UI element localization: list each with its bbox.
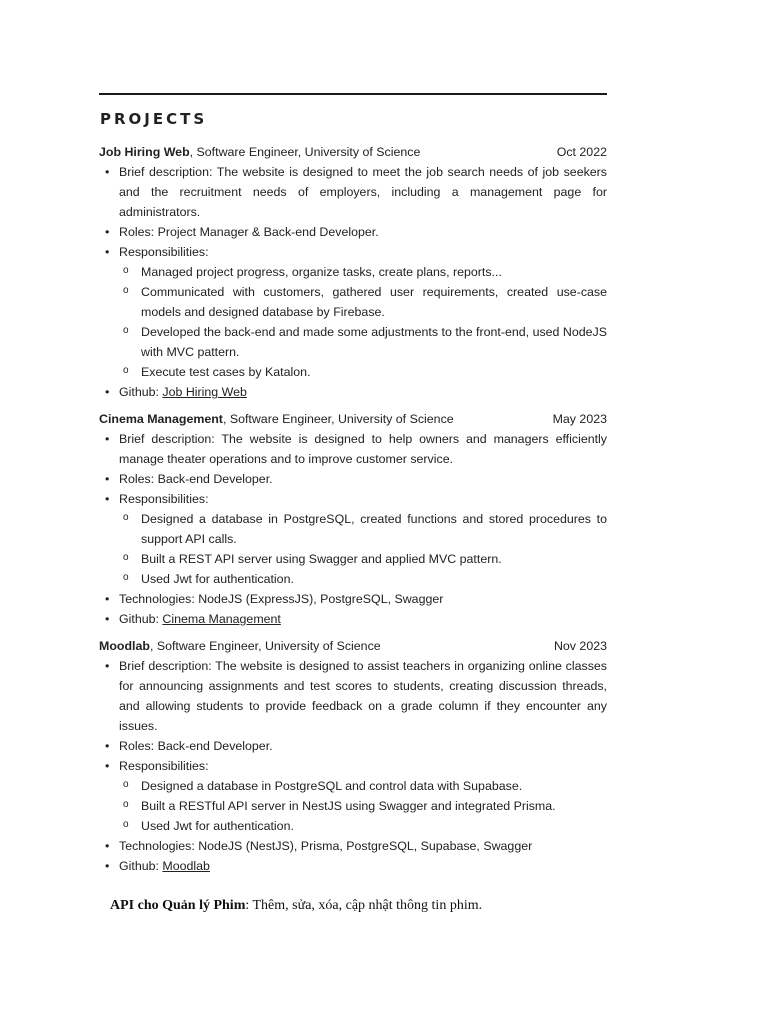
project-name: Moodlab xyxy=(99,639,150,653)
project-name: Job Hiring Web xyxy=(99,145,190,159)
responsibility-item: o Designed a database in PostgreSQL and control data with Supabase. xyxy=(119,776,607,796)
responsibility-item: o Managed project progress, organize tasks, create plans, reports... xyxy=(119,262,607,282)
responsibilities-label: Responsibilities: xyxy=(119,492,209,506)
project-details xyxy=(99,429,607,629)
responsibility-item: o Designed a database in PostgreSQL, created functions and stored procedures to support API calls. xyxy=(119,509,607,549)
responsibility-item: o Built a RESTful API server in NestJS using Swagger and integrated Prisma. xyxy=(119,796,607,816)
project-cinema-management xyxy=(99,409,607,629)
project-technologies: • Technologies: NodeJS (ExpressJS), PostgreSQL, Swagger xyxy=(99,589,607,609)
github-label: Github: xyxy=(119,859,163,873)
github-label: Github: xyxy=(119,385,163,399)
responsibilities-label: Responsibilities: xyxy=(119,759,209,773)
github-link[interactable]: Job Hiring Web xyxy=(162,385,247,399)
footer-note xyxy=(110,898,482,914)
responsibility-item: o Built a REST API server using Swagger and applied MVC pattern. xyxy=(119,549,607,569)
project-github xyxy=(99,609,607,629)
responsibility-item: o Developed the back-end and made some adjustments to the front-end, used NodeJS with MVC pattern. xyxy=(119,322,607,362)
footer-bold: API cho Quản lý Phim xyxy=(110,898,246,913)
responsibilities-list xyxy=(119,509,607,589)
project-responsibilities xyxy=(99,242,607,382)
project-header xyxy=(99,142,607,162)
project-date: Nov 2023 xyxy=(553,639,607,653)
project-title-line xyxy=(99,142,420,162)
project-role-line: , Software Engineer, University of Science xyxy=(189,145,421,159)
responsibilities-list xyxy=(119,776,607,836)
project-moodlab xyxy=(99,636,607,876)
project-details xyxy=(99,162,607,402)
github-link[interactable]: Moodlab xyxy=(162,859,210,873)
project-github xyxy=(99,382,607,402)
section-heading: PROJECTS xyxy=(100,110,208,128)
project-brief: • Brief description: The website is designed to assist teachers in organizing online classes for announcing assignments and test scores to students, creating discussion threads, and allowing students to provide feedback on a grade column if they encounter any issues. xyxy=(99,656,607,736)
project-brief: • Brief description: The website is designed to help owners and managers efficiently manage theater operations and to improve customer service. xyxy=(99,429,607,469)
project-date: May 2023 xyxy=(552,412,607,426)
responsibility-item: o Execute test cases by Katalon. xyxy=(119,362,607,382)
responsibilities-label: Responsibilities: xyxy=(119,245,209,259)
project-roles: • Roles: Back-end Developer. xyxy=(99,469,607,489)
project-roles: • Roles: Back-end Developer. xyxy=(99,736,607,756)
project-details xyxy=(99,656,607,876)
project-responsibilities xyxy=(99,489,607,589)
projects-list xyxy=(99,142,607,883)
project-header xyxy=(99,636,607,656)
project-role-line: , Software Engineer, University of Science xyxy=(222,412,454,426)
responsibility-item: o Used Jwt for authentication. xyxy=(119,569,607,589)
project-github xyxy=(99,856,607,876)
github-label: Github: xyxy=(119,612,163,626)
project-roles: • Roles: Project Manager & Back-end Developer. xyxy=(99,222,607,242)
project-date: Oct 2022 xyxy=(556,145,607,159)
project-title-line xyxy=(99,409,454,429)
section-divider xyxy=(99,93,607,95)
project-job-hiring-web xyxy=(99,142,607,402)
project-technologies: • Technologies: NodeJS (NestJS), Prisma, PostgreSQL, Supabase, Swagger xyxy=(99,836,607,856)
responsibility-item: o Communicated with customers, gathered user requirements, created use-case models and designed database by Firebase. xyxy=(119,282,607,322)
project-header xyxy=(99,409,607,429)
project-title-line xyxy=(99,636,381,656)
project-role-line: , Software Engineer, University of Science xyxy=(149,639,381,653)
project-name: Cinema Management xyxy=(99,412,223,426)
footer-text: : Thêm, sửa, xóa, cập nhật thông tin phim. xyxy=(245,898,483,913)
project-brief: • Brief description: The website is designed to meet the job search needs of job seekers and the recruitment needs of employers, including a management page for administrators. xyxy=(99,162,607,222)
github-link[interactable]: Cinema Management xyxy=(162,612,281,626)
responsibility-item: o Used Jwt for authentication. xyxy=(119,816,607,836)
responsibilities-list xyxy=(119,262,607,382)
project-responsibilities xyxy=(99,756,607,836)
